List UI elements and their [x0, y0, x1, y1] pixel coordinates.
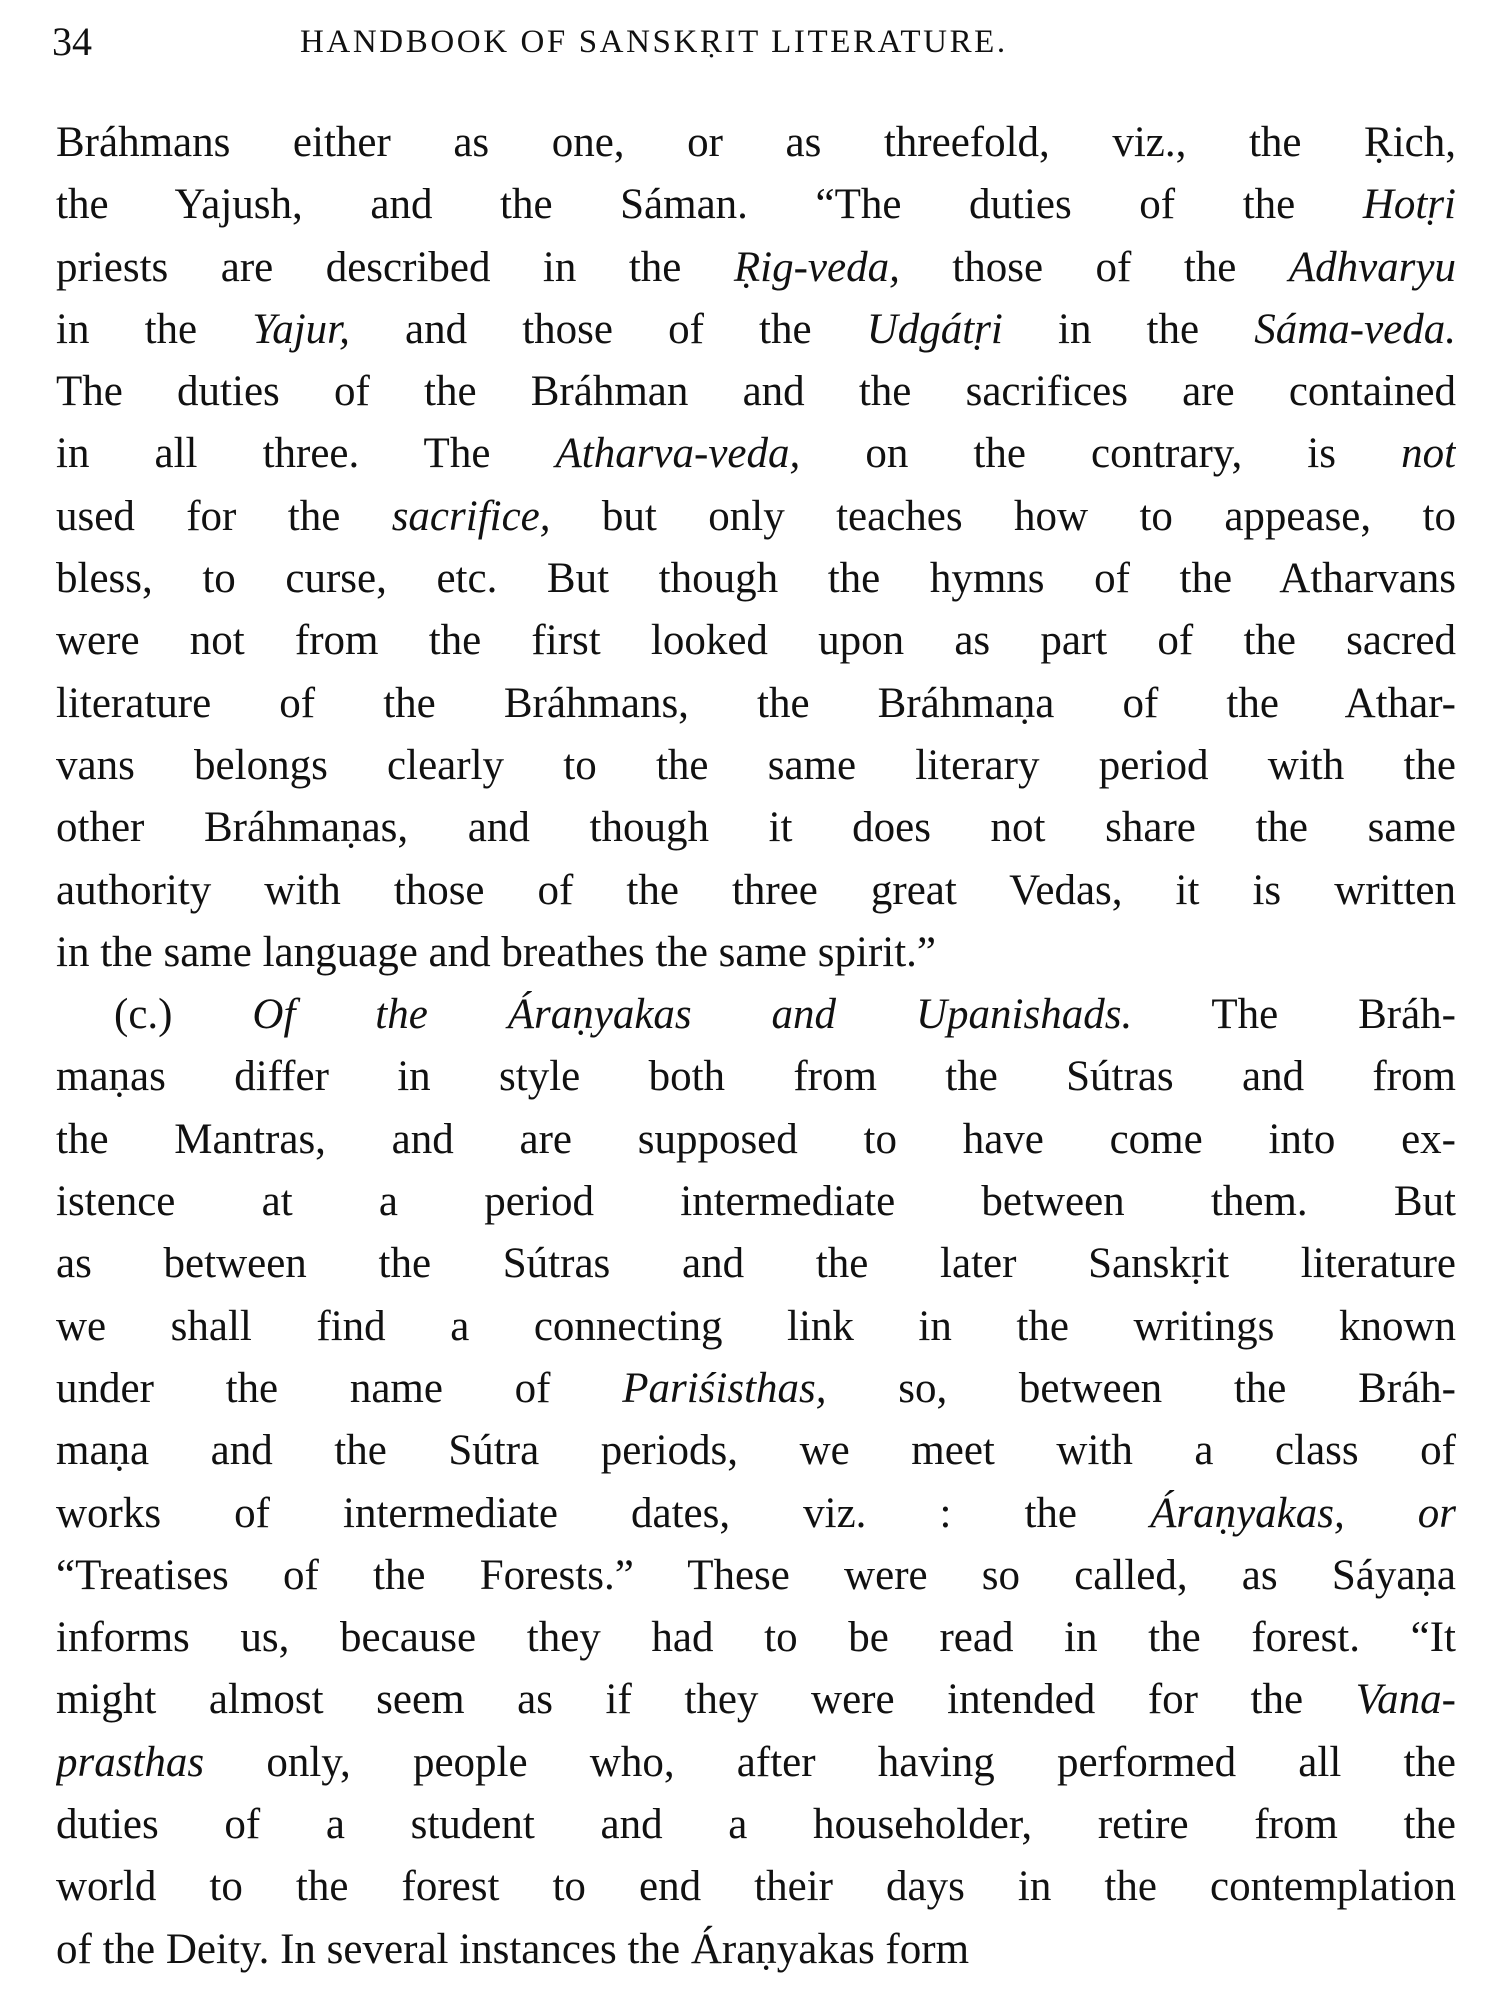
text-line [56, 423, 1456, 485]
text-run: vans belongs clearly to the same literary period with the [56, 741, 1456, 789]
text-run: under the name of [56, 1364, 623, 1412]
italic-text: Ṛig-veda, [733, 243, 900, 291]
italic-text: sacrifice, [391, 492, 551, 540]
page-number: 34 [52, 19, 92, 64]
text-run: “Treatises of the Forests.” These were so called, as Sáyaṇa [56, 1551, 1456, 1599]
text-line [56, 1545, 1456, 1607]
text-line [56, 1607, 1456, 1669]
text-run: on the contrary, is [800, 430, 1402, 478]
text-run: authority with those of the three great Vedas, it is written [56, 866, 1456, 914]
text-run: in the [56, 305, 253, 353]
text-run: of the Deity. In several instances the Áraṇyakas form [56, 1925, 970, 1973]
text-line [56, 922, 1456, 984]
text-run: used for the [56, 492, 392, 540]
text-run: maṇas differ in style both from the Sútras and from [56, 1053, 1456, 1101]
text-run: Bráhmans either as one, or as threefold, viz., the Ṛich, [56, 119, 1456, 166]
text-line [56, 1358, 1456, 1420]
text-line [56, 610, 1456, 672]
text-run: istence at a period intermediate between them. But [56, 1178, 1456, 1226]
italic-text: Vana- [1355, 1676, 1456, 1724]
text-line [56, 548, 1456, 610]
text-run: the Yajush, and the Sáman. “The duties of the [56, 181, 1363, 229]
text-run: in the same language and breathes the same spirit.” [56, 928, 936, 976]
text-run: literature of the Bráhmans, the Bráhmaṇa of the Athar- [56, 679, 1456, 727]
text-line [56, 1046, 1456, 1108]
text-line [56, 1420, 1456, 1482]
italic-text: Áraṇyakas, or [1150, 1489, 1456, 1537]
text-line [56, 1856, 1456, 1918]
running-head [52, 12, 1462, 72]
italic-text: Atharva-veda, [555, 430, 801, 478]
text-run: we shall find a connecting link in the writings known [56, 1302, 1456, 1350]
text-line [56, 1794, 1456, 1856]
italic-text: Hotṛi [1362, 181, 1456, 229]
text-line [56, 1296, 1456, 1358]
text-line [56, 735, 1456, 797]
text-line [56, 112, 1456, 174]
text-line [56, 1483, 1456, 1545]
text-line [56, 1669, 1456, 1731]
italic-text: Yajur, [252, 305, 350, 353]
italic-text: prasthas [56, 1738, 205, 1786]
text-line [56, 984, 1456, 1046]
text-line [56, 486, 1456, 548]
text-run: informs us, because they had to be read in the forest. “It [56, 1614, 1456, 1662]
text-run: duties of a student and a householder, retire from the [56, 1801, 1456, 1849]
text-run: so, between the Bráh- [826, 1364, 1456, 1412]
text-run: but only teaches how to appease, to [550, 492, 1456, 540]
text-run: (c.) [114, 991, 253, 1039]
text-run: bless, to curse, etc. But though the hymns of the Atharvans [56, 555, 1456, 603]
text-line [56, 673, 1456, 735]
text-run: other Bráhmaṇas, and though it does not share the same [56, 804, 1456, 852]
text-run: The Bráh- [1132, 991, 1456, 1039]
text-line [56, 797, 1456, 859]
text-line [56, 1171, 1456, 1233]
text-line [56, 1732, 1456, 1794]
text-run: those of the [899, 243, 1289, 291]
text-run: only, people who, after having performed all the [204, 1738, 1456, 1786]
text-line [56, 361, 1456, 423]
text-run: maṇa and the Sútra periods, we meet with a class of [56, 1427, 1456, 1475]
running-title: HANDBOOK OF SANSKṚIT LITERATURE. [300, 24, 1008, 60]
body-text [56, 112, 1456, 1981]
text-line [56, 1109, 1456, 1171]
text-run: in the [1002, 305, 1255, 353]
text-run: priests are described in the [56, 243, 734, 291]
italic-text: Udgátṛi [866, 305, 1003, 353]
text-run: works of intermediate dates, viz. : the [56, 1489, 1151, 1537]
text-run: the Mantras, and are supposed to have come into ex- [56, 1115, 1456, 1163]
text-line [56, 299, 1456, 361]
text-run: The duties of the Bráhman and the sacrifices are contained [56, 368, 1456, 416]
italic-text: not [1401, 430, 1456, 478]
text-run: might almost seem as if they were intended for the [56, 1676, 1356, 1724]
text-run: as between the Sútras and the later Sanskṛit literature [56, 1240, 1456, 1288]
text-run: world to the forest to end their days in the contemplation [56, 1863, 1456, 1911]
italic-text: Sáma-veda. [1254, 305, 1456, 353]
text-line [56, 237, 1456, 299]
text-line [56, 860, 1456, 922]
text-line [56, 174, 1456, 236]
text-run: in all three. The [56, 430, 556, 478]
text-run: were not from the first looked upon as part of the sacred [56, 617, 1456, 665]
italic-text: Of the Áraṇyakas and Upanishads. [252, 991, 1133, 1039]
text-line [56, 1919, 1456, 1981]
text-line [56, 1233, 1456, 1295]
italic-text: Pariśisthas, [622, 1364, 827, 1412]
italic-text: Adhvaryu [1288, 243, 1456, 291]
text-run: and those of the [349, 305, 867, 353]
